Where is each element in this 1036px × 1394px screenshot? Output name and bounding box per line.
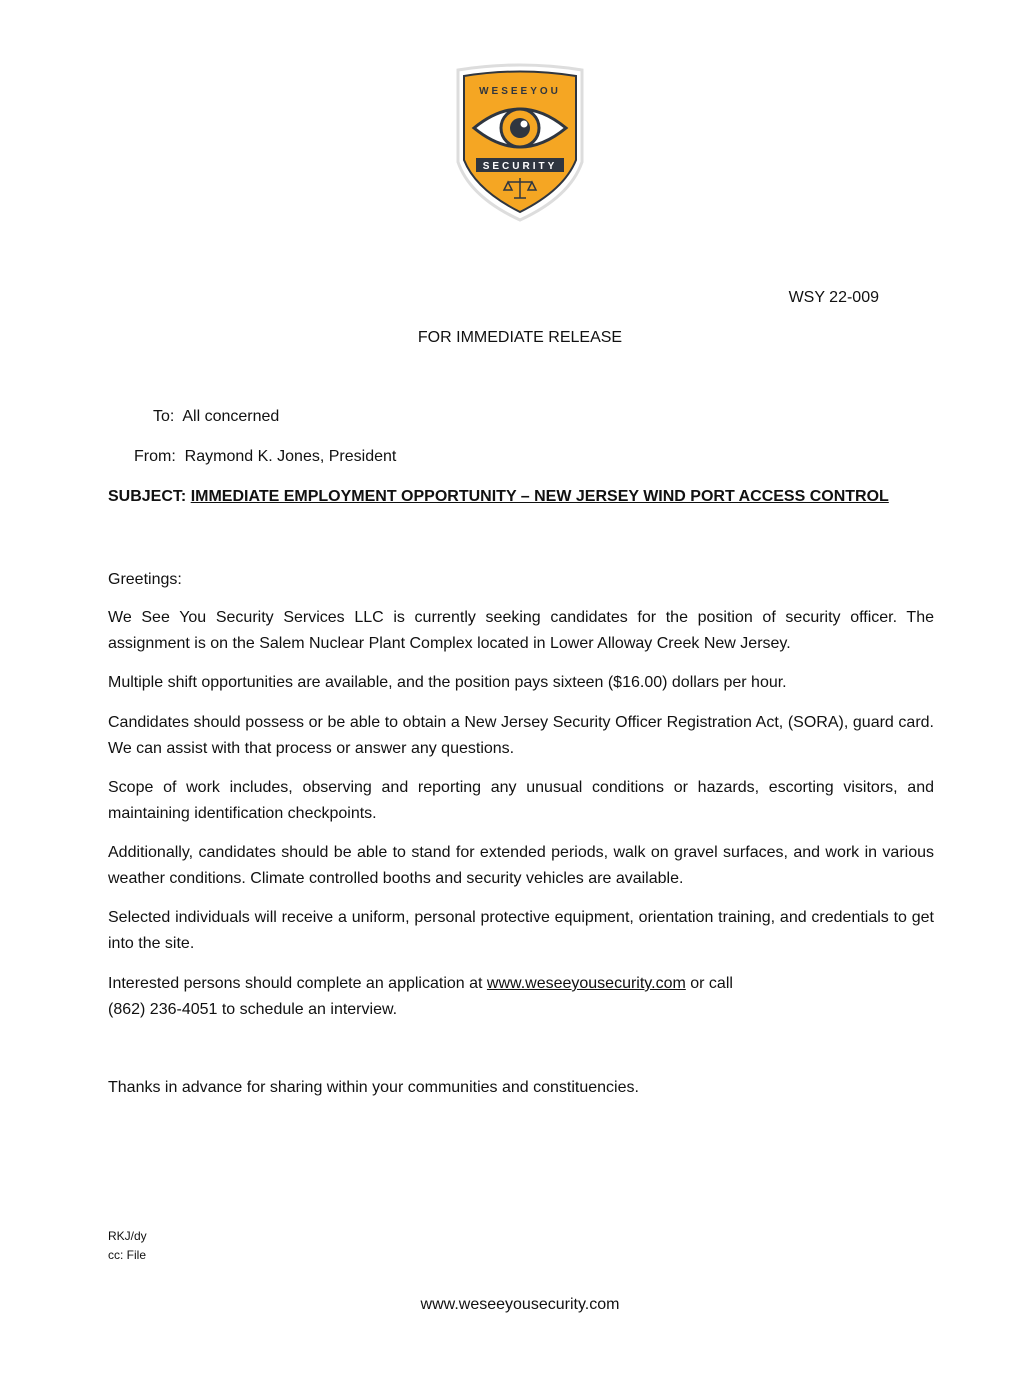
paragraph-3	[108, 710, 934, 761]
thanks-text: Thanks in advance for sharing within your communities and constituencies.	[108, 1079, 639, 1096]
svg-text:WESEEYOU: WESEEYOU	[479, 86, 561, 97]
from-label: From:	[134, 448, 176, 465]
thanks-paragraph	[108, 1075, 934, 1101]
to-line	[153, 408, 279, 426]
subject-value: IMMEDIATE EMPLOYMENT OPPORTUNITY – NEW JERSEY WIND PORT ACCESS CONTROL	[190, 488, 889, 505]
paragraph-6	[108, 905, 934, 956]
svg-text:SECURITY: SECURITY	[482, 161, 558, 172]
apply-paragraph	[108, 971, 934, 1022]
paragraph-1	[108, 605, 934, 656]
subject-line	[108, 488, 889, 506]
company-logo	[450, 62, 590, 224]
footer-website: www.weseeyousecurity.com	[420, 1296, 620, 1313]
paragraph-5	[108, 840, 934, 891]
paragraph-text: Additionally, candidates should be able to stand for extended periods, walk on gravel surfaces, and work in various weather conditions. Climate controlled booths and security vehicles are available.	[108, 844, 934, 887]
greeting-text: Greetings:	[108, 571, 182, 588]
cc-line: cc: File	[108, 1248, 147, 1262]
subject-label: SUBJECT:	[108, 488, 187, 505]
greeting	[108, 567, 934, 593]
apply-text-after: or call	[685, 975, 733, 992]
website-link[interactable]: www.weseeyousecurity.com	[486, 975, 686, 992]
release-heading: FOR IMMEDIATE RELEASE	[417, 329, 623, 346]
paragraph-4	[108, 775, 934, 826]
paragraph-text: Candidates should possess or be able to obtain a New Jersey Security Officer Registration Act, (SORA), guard card. We can assist with that process or answer any questions.	[108, 714, 934, 757]
to-value: All concerned	[182, 408, 280, 425]
paragraph-text: We See You Security Services LLC is currently seeking candidates for the position of security officer. The assignment is on the Salem Nuclear Plant Complex located in Lower Alloway Creek New Jersey.	[108, 609, 934, 652]
apply-text: Interested persons should complete an application at	[108, 975, 487, 992]
paragraph-2	[108, 670, 934, 696]
initials: RKJ/dy	[108, 1229, 147, 1243]
from-value: Raymond K. Jones, President	[184, 448, 397, 465]
from-line	[134, 448, 396, 466]
to-label: To:	[153, 408, 175, 425]
paragraph-text: Scope of work includes, observing and reporting any unusual conditions or hazards, escorting visitors, and maintaining identification checkpoints.	[108, 779, 934, 822]
phone-text: (862) 236-4051 to schedule an interview.	[108, 1000, 398, 1018]
paragraph-text: Selected individuals will receive a uniform, personal protective equipment, orientation training, and credentials to get into the site.	[108, 909, 934, 952]
paragraph-text: Multiple shift opportunities are available, and the position pays sixteen ($16.00) dollars per hour.	[108, 674, 787, 691]
reference-number: WSY 22-009	[788, 289, 879, 306]
